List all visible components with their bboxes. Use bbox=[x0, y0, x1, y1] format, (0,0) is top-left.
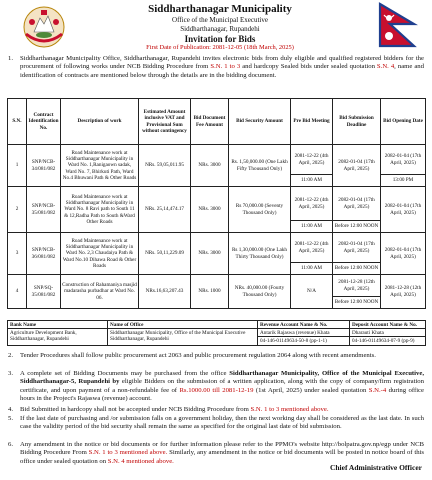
deposit-account-name: Dharauti Khata bbox=[350, 329, 426, 337]
bank-row bbox=[8, 329, 426, 337]
para-highlight: S.N.-4 bbox=[368, 386, 387, 394]
para-text: (1st April, 2025) under sealed quotation bbox=[253, 386, 369, 394]
revenue-account-no: 04-146-01149634-50-8 (pp-1-1) bbox=[258, 337, 350, 345]
para-text: A complete set of Bidding Documents may be purchased from the office bbox=[20, 370, 230, 377]
cell-prebid-date: N/A bbox=[291, 275, 333, 309]
cell-submission-date: 2081-12-28 (12th April, 2025) bbox=[333, 275, 381, 297]
cell-prebid-date: 2081-12-22 (4th April, 2025) bbox=[291, 233, 333, 263]
cell-submission-time: Before 12:00 NOON bbox=[333, 221, 381, 233]
col-header: Bid Security Amount bbox=[229, 99, 291, 145]
para-highlight: S.N. 1 to 3 bbox=[210, 63, 241, 71]
table-row bbox=[8, 145, 426, 175]
para-text: and hardcopy Sealed bids under sealed quotation bbox=[240, 63, 377, 71]
cell-sn: 2 bbox=[8, 187, 27, 233]
cell-sn: 3 bbox=[8, 233, 27, 275]
signature-title: Chief Administrative Officer bbox=[329, 463, 422, 472]
cell-estimate: NRs.16,63,207.43 bbox=[139, 275, 191, 309]
cell-prebid-date: 2081-12-22 (4th April, 2025) bbox=[291, 145, 333, 175]
office-name: Office of the Municipal Executive bbox=[172, 16, 268, 24]
col-header: Bid Document Fee Amount bbox=[191, 99, 229, 145]
col-header: S.N. bbox=[8, 99, 27, 145]
cell-submission-date: 2082-01-04 (17th April, 2025) bbox=[333, 233, 381, 263]
office-name-cell: Siddharthanagar Municipality, Office of the Municipal Executive Siddharthanagar, Rupandehi bbox=[108, 329, 258, 345]
col-header: Description of work bbox=[61, 99, 139, 145]
para-text: Any amendment in the notice or bid documents or for further information please refer to the PPMO's website http://bolpatra.gov.np/egp under NCB Bidding Procedure From bbox=[20, 441, 424, 457]
cell-description: Construction of Rahamaniya masjid madarasha purbadhar at Ward No. 06. bbox=[61, 275, 139, 309]
para-text: during office hours in the Project's Rajaswa (revenue) account. bbox=[20, 386, 424, 403]
cell-submission-date: 2082-01-04 (17th April, 2025) bbox=[333, 145, 381, 187]
cell-sn: 4 bbox=[8, 275, 27, 309]
para-text: , name and identification of contracts are mentioned below through the details are in the bidding document. bbox=[20, 63, 424, 79]
cell-estimate: NRs. 59,05,011.95 bbox=[139, 145, 191, 187]
col-header: Deposit Account Name & No. bbox=[350, 321, 426, 329]
org-name: Siddharthanagar Municipality bbox=[148, 3, 292, 15]
col-header: Pre Bid Meeting bbox=[291, 99, 333, 145]
point-5 bbox=[8, 415, 424, 432]
revenue-account-name: Antarik Rajaswa (revenue) Khata bbox=[258, 329, 350, 337]
cell-description: Road Maintenance work at Siddharthanagar Municipality in Ward No. 8 Ravi path to South 11 & 12,Radha Path to South &Ward Other Roads bbox=[61, 187, 139, 233]
col-header: Bid Submission Deadline bbox=[333, 99, 381, 145]
cell-sn: 1 bbox=[8, 145, 27, 187]
cell-bid-security: Rs 1,30,000.00 (One Lakh Thirty Thousand Only) bbox=[229, 233, 291, 275]
point-4 bbox=[8, 406, 424, 414]
para-highlight: Rs.1000.00 till 2081-12-19 bbox=[179, 386, 254, 394]
bank-table bbox=[7, 320, 426, 346]
cell-bid-security: Rs 70,000.00 (Seventy Thousand Only) bbox=[229, 187, 291, 233]
paragraph-1 bbox=[8, 55, 424, 80]
paragraph-number: 1. bbox=[8, 55, 14, 62]
notice-title: Invitation for Bids bbox=[184, 34, 256, 44]
cell-description: Road Maintenance work at Siddharthanagar Municipality in Ward No. 1,Ranigaown sadak, Ward No. 7, Bhirkuti Path, Ward No.4 Bhuwani Path & Other Roads bbox=[61, 145, 139, 187]
cell-opening-date: 2082-01-04 (17th April, 2025) bbox=[381, 233, 426, 275]
table-row bbox=[8, 233, 426, 263]
point-3 bbox=[8, 370, 425, 404]
paragraph-number: 2. bbox=[8, 352, 14, 359]
cell-doc-fee: NRs. 3000 bbox=[191, 233, 229, 275]
paragraph-number: 6. bbox=[8, 441, 14, 448]
cell-estimate: NRs. 50,11,229.09 bbox=[139, 233, 191, 275]
cell-contract-id: SNP/SQ-35/081/082 bbox=[27, 275, 61, 309]
deposit-account-no: 04-146-01149634-07-9 (pp-9) bbox=[350, 337, 426, 345]
cell-contract-id: SNP/NCB-34/081/082 bbox=[27, 145, 61, 187]
cell-submission-date: 2082-01-04 (17th April, 2025) bbox=[333, 187, 381, 221]
cell-prebid-time: 11:00 AM bbox=[291, 221, 333, 233]
col-header: Bid Opening Date bbox=[381, 99, 426, 145]
cell-bid-security: NRs. 40,000.00 (Fourty Thousand Only) bbox=[229, 275, 291, 309]
cell-opening-date: 2082-01-04 (17th April, 2025) bbox=[381, 145, 426, 175]
cell-description: Road Maintenance work at Siddharthanagar Municipality in Ward No. 2,3 Chaudaiya Path & Ward No.10 Dihawa Road & Other Roads bbox=[61, 233, 139, 275]
para-text: Siddharthanagar Municipality Office, Siddharthanagar, Rupandehi invites electronic bids from duly eligible and qualified registered bidders for the procurement of following works under NCB Bidding Procedure from bbox=[20, 55, 424, 71]
col-header: Bank Name bbox=[8, 321, 108, 329]
publication-date bbox=[70, 44, 370, 51]
nepal-flag-icon bbox=[374, 2, 418, 48]
cell-prebid-time: 11:00 AM bbox=[291, 263, 333, 275]
paragraph-number: 5. bbox=[8, 415, 14, 422]
publication-date-value: 2081-12-05 (18th March, 2025) bbox=[212, 44, 294, 51]
table-row bbox=[8, 275, 426, 297]
publication-date-label: First Date of Publication: bbox=[146, 44, 211, 51]
bids-table bbox=[7, 98, 426, 309]
col-header: Estimated Amount inclusive VAT and Provisional Sum without contingency bbox=[139, 99, 191, 145]
para-text: If the last date of purchasing and /or submission falls on a government holiday, then the next working day shall be considered as the last date. In such case the validity period of the bid security shall remain the same as specified for the original last date of bid submission. bbox=[20, 415, 424, 431]
para-text: Similarly, any amendment in the notice or bid documents will be posted in notice board of this office under sealed quotation on bbox=[20, 449, 425, 465]
cell-doc-fee: NRs. 3000 bbox=[191, 145, 229, 187]
cell-contract-id: SNP/NCB-36/081/082 bbox=[27, 233, 61, 275]
cell-opening-date: 2081-12-28 (12th April, 2025) bbox=[381, 275, 426, 309]
cell-submission-time: Before 12:00 NOON bbox=[333, 263, 381, 275]
bank-name: Agriculture Development Bank, Siddharthanagar, Rupandehi bbox=[8, 329, 108, 345]
col-header: Name of Office bbox=[108, 321, 258, 329]
para-highlight: S.N. 4 mentioned above. bbox=[107, 457, 174, 465]
para-highlight: S.N. 1 to 3 mentioned above. bbox=[250, 406, 329, 413]
col-header: Contract Identification No. bbox=[27, 99, 61, 145]
para-bold: Siddharthanagar Municipality, Office of the Municipal Executive, Siddharthanagar-5, Rupandehi by bbox=[20, 370, 425, 386]
paragraph-number: 4. bbox=[8, 406, 14, 413]
cell-opening-time: 13:00 PM bbox=[381, 175, 426, 187]
office-address: Siddharthanagar, Rupandehi bbox=[180, 25, 260, 33]
cell-doc-fee: NRs. 1000 bbox=[191, 275, 229, 309]
bank-header-row bbox=[8, 321, 426, 329]
point-2 bbox=[8, 352, 424, 360]
para-text: Bid Submitted in hardcopy shall not be accepted under NCB Bidding Procedure from bbox=[20, 406, 251, 413]
col-header: Revenue Account Name & No. bbox=[258, 321, 350, 329]
nepal-emblem-icon bbox=[20, 4, 68, 50]
para-highlight: S.N. 4 bbox=[376, 63, 395, 71]
paragraph-number: 3. bbox=[8, 370, 14, 377]
table-row bbox=[8, 187, 426, 221]
para-text: Tender Procedures shall follow public procurement act 2063 and public procurement regulation 2064 along with recent amendments. bbox=[20, 352, 376, 359]
table-header-row bbox=[8, 99, 426, 145]
cell-prebid-time: 11:00 AM bbox=[291, 175, 333, 187]
cell-estimate: NRs. 25,14,474.17 bbox=[139, 187, 191, 233]
cell-contract-id: SNP/NCB-35/081/082 bbox=[27, 187, 61, 233]
cell-doc-fee: NRs. 3000 bbox=[191, 187, 229, 233]
para-text: eligible Bidders on the submission of a written application, along with the copy of company/firm registration certificate, and upon payment of a non-refundable fee of bbox=[20, 378, 424, 394]
cell-opening-date: 2082-01-04 (17th April, 2025) bbox=[381, 187, 426, 233]
cell-prebid-date: 2081-12-22 (4th April, 2025) bbox=[291, 187, 333, 221]
cell-submission-time: Before 12:00 NOON bbox=[333, 297, 381, 309]
para-highlight: S.N. 1 to 3 mentioned above. bbox=[88, 449, 168, 457]
cell-bid-security: Rs. 1,50,000.00 (One Lakh Fifty Thousand Only) bbox=[229, 145, 291, 187]
